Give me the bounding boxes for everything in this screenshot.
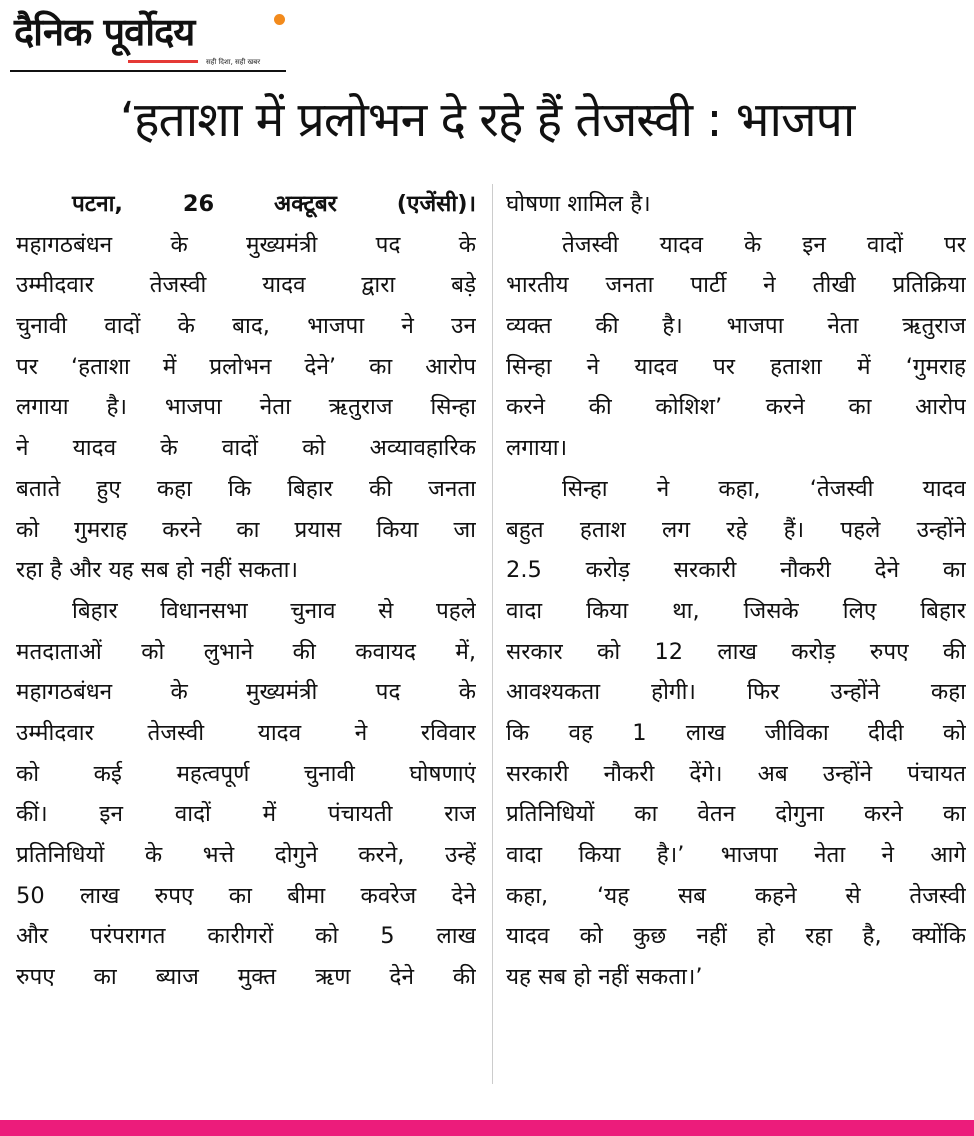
article-line: महागठबंधन के मुख्यमंत्री पद के [16, 231, 476, 258]
article-line: चुनावी वादों के बाद, भाजपा ने उन [16, 313, 476, 340]
article-line: पर ‘हताशा में प्रलोभन देने’ का आरोप [16, 353, 476, 380]
article-line: सरकारी नौकरी देंगे। अब उन्होंने पंचायत [506, 760, 966, 787]
column-divider [492, 184, 493, 1084]
article-line: तेजस्वी यादव के इन वादों पर [562, 231, 966, 258]
masthead-tagline: सही दिशा, सही खबर [206, 58, 261, 66]
article-line: उम्मीदवार तेजस्वी यादव द्वारा बड़े [16, 272, 476, 299]
article-line: मतदाताओं को लुभाने की कवायद में, [16, 638, 476, 665]
article-line: कीं। इन वादों में पंचायती राज [16, 801, 476, 828]
newspaper-logo: दैनिक पूर्वोदय [14, 10, 195, 54]
article-line: आवश्यकता होगी। फिर उन्होंने कहा [506, 679, 966, 706]
article-body [16, 184, 968, 1110]
article-line: प्रतिनिधियों का वेतन दोगुना करने का [506, 801, 966, 828]
article-line: यादव को कुछ नहीं हो रहा है, क्योंकि [506, 923, 966, 950]
article-column-left [16, 184, 476, 998]
masthead [10, 8, 290, 72]
article-line: व्यक्त की है। भाजपा नेता ऋतुराज [506, 313, 966, 340]
article-line: महागठबंधन के मुख्यमंत्री पद के [16, 679, 476, 706]
article-line: लगाया। [506, 435, 568, 462]
article-line: सिन्हा ने कहा, ‘तेजस्वी यादव [562, 475, 966, 502]
logo-dot-icon [274, 14, 285, 25]
article-line: ने यादव के वादों को अव्यावहारिक [16, 435, 476, 462]
article-line: सिन्हा ने यादव पर हताशा में ‘गुमराह [506, 353, 966, 380]
article-line: वादा किया था, जिसके लिए बिहार [506, 597, 966, 624]
article-line: और परंपरागत कारीगरों को 5 लाख [16, 923, 476, 950]
article-line: कहा, ‘यह सब कहने से तेजस्वी [506, 882, 966, 909]
article-line: वादा किया है।’ भाजपा नेता ने आगे [506, 842, 966, 868]
masthead-strip [128, 60, 198, 63]
article-line: सरकार को 12 लाख करोड़ रुपए की [506, 638, 966, 665]
article-line: को कई महत्वपूर्ण चुनावी घोषणाएं [16, 760, 476, 787]
article-line: यह सब हो नहीं सकता।’ [506, 964, 703, 991]
article-line: करने की कोशिश’ करने का आरोप [506, 394, 966, 421]
article-line: बिहार विधानसभा चुनाव से पहले [72, 597, 476, 624]
article-line: कि वह 1 लाख जीविका दीदी को [506, 719, 966, 746]
headline: ‘हताशा में प्रलोभन दे रहे हैं तेजस्वी : भाजपा [119, 92, 855, 148]
article-line: घोषणा शामिल है। [506, 191, 651, 217]
article-line: प्रतिनिधियों के भत्ते दोगुने करने, उन्हें [16, 842, 476, 868]
article-line: उम्मीदवार तेजस्वी यादव ने रविवार [16, 719, 476, 746]
article-line: रुपए का ब्याज मुक्त ऋण देने की [16, 964, 476, 991]
article-line [16, 184, 476, 225]
article-line: बहुत हताश लग रहे हैं। पहले उन्होंने [506, 516, 966, 543]
article-line: 50 लाख रुपए का बीमा कवरेज देने [16, 882, 476, 909]
article-line: भारतीय जनता पार्टी ने तीखी प्रतिक्रिया [506, 272, 966, 299]
article-line: बताते हुए कहा कि बिहार की जनता [16, 475, 476, 502]
article-line: रहा है और यह सब हो नहीं सकता। [16, 557, 298, 584]
article-line: 2.5 करोड़ सरकारी नौकरी देने का [506, 557, 966, 584]
article-line: लगाया है। भाजपा नेता ऋतुराज सिन्हा [16, 394, 476, 421]
article-column-right [506, 184, 966, 998]
page-bottom-bar [0, 1120, 974, 1136]
dateline: पटना, 26 अक्टूबर (एजेंसी)। [72, 191, 476, 217]
masthead-rule [10, 70, 286, 72]
article-line: को गुमराह करने का प्रयास किया जा [16, 516, 476, 543]
